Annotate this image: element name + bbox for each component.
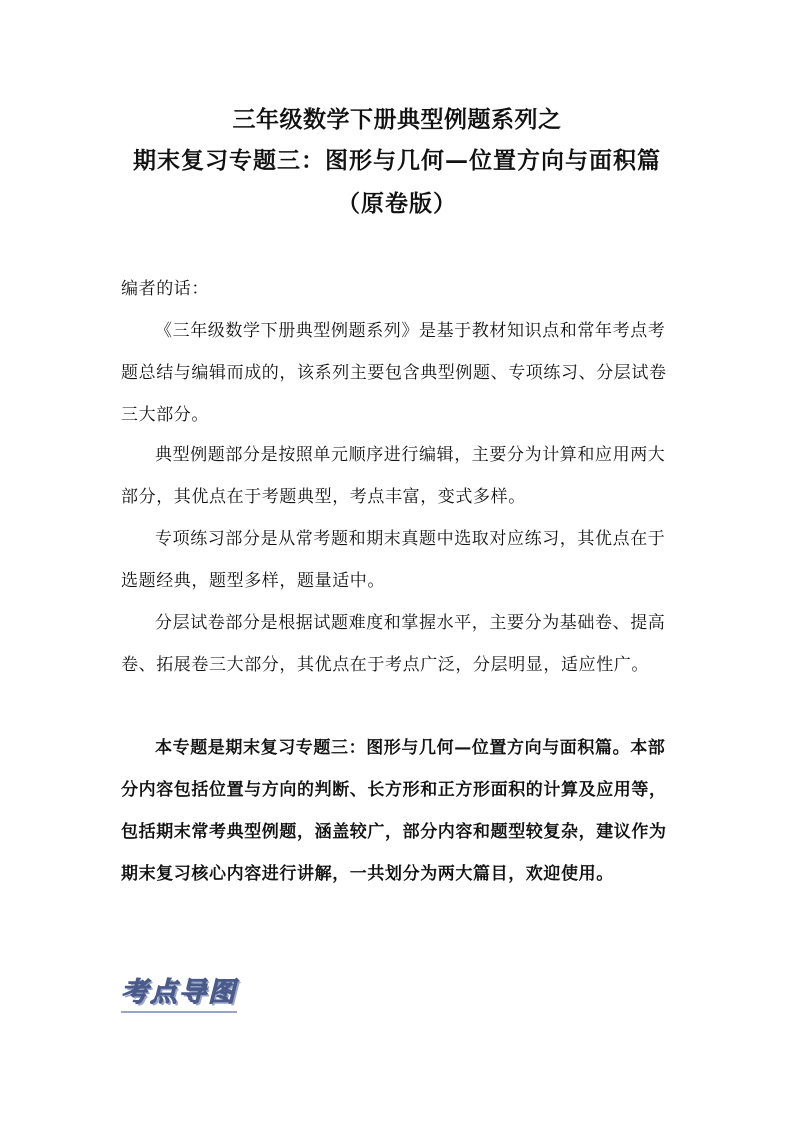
- editor-note-label: 编者的话：: [121, 279, 209, 299]
- document-title-line2: 期末复习专题三：图形与几何—位置方向与面积篇: [133, 147, 661, 174]
- editor-paragraph-2: 典型例题部分是按照单元顺序进行编辑，主要分为计算和应用两大部分，其优点在于考题典型，考点丰富，变式多样。: [121, 445, 666, 507]
- editor-paragraph-1: 《三年级数学下册典型例题系列》是基于教材知识点和常年考点考题总结与编辑而成的，该系列主要包含典型例题、专项练习、分层试卷三大部分。: [121, 321, 667, 425]
- document-title-line1: 三年级数学下册典型例题系列之: [232, 107, 562, 133]
- section-heading-knowledge-map: 考点导图: [121, 970, 237, 1013]
- topic-summary-paragraph: 本专题是期末复习专题三：图形与几何—位置方向与面积篇。本部分内容包括位置与方向的判断、长方形和正方形面积的计算及应用等，包括期末常考典型例题，涵盖较广，部分内容和题型较复杂，建议作为期末复习核心内容进行讲解，一共划分为两大篇目，欢迎使用。: [121, 738, 667, 884]
- editor-paragraph-3: 专项练习部分是从常考题和期末真题中选取对应练习，其优点在于选题经典，题型多样，题量适中。: [121, 529, 666, 591]
- document-title-edition: （原卷版）: [337, 190, 457, 217]
- editor-paragraph-4: 分层试卷部分是根据试题难度和掌握水平，主要分为基础卷、提高卷、拓展卷三大部分，其优点在于考点广泛，分层明显，适应性广。: [121, 613, 666, 675]
